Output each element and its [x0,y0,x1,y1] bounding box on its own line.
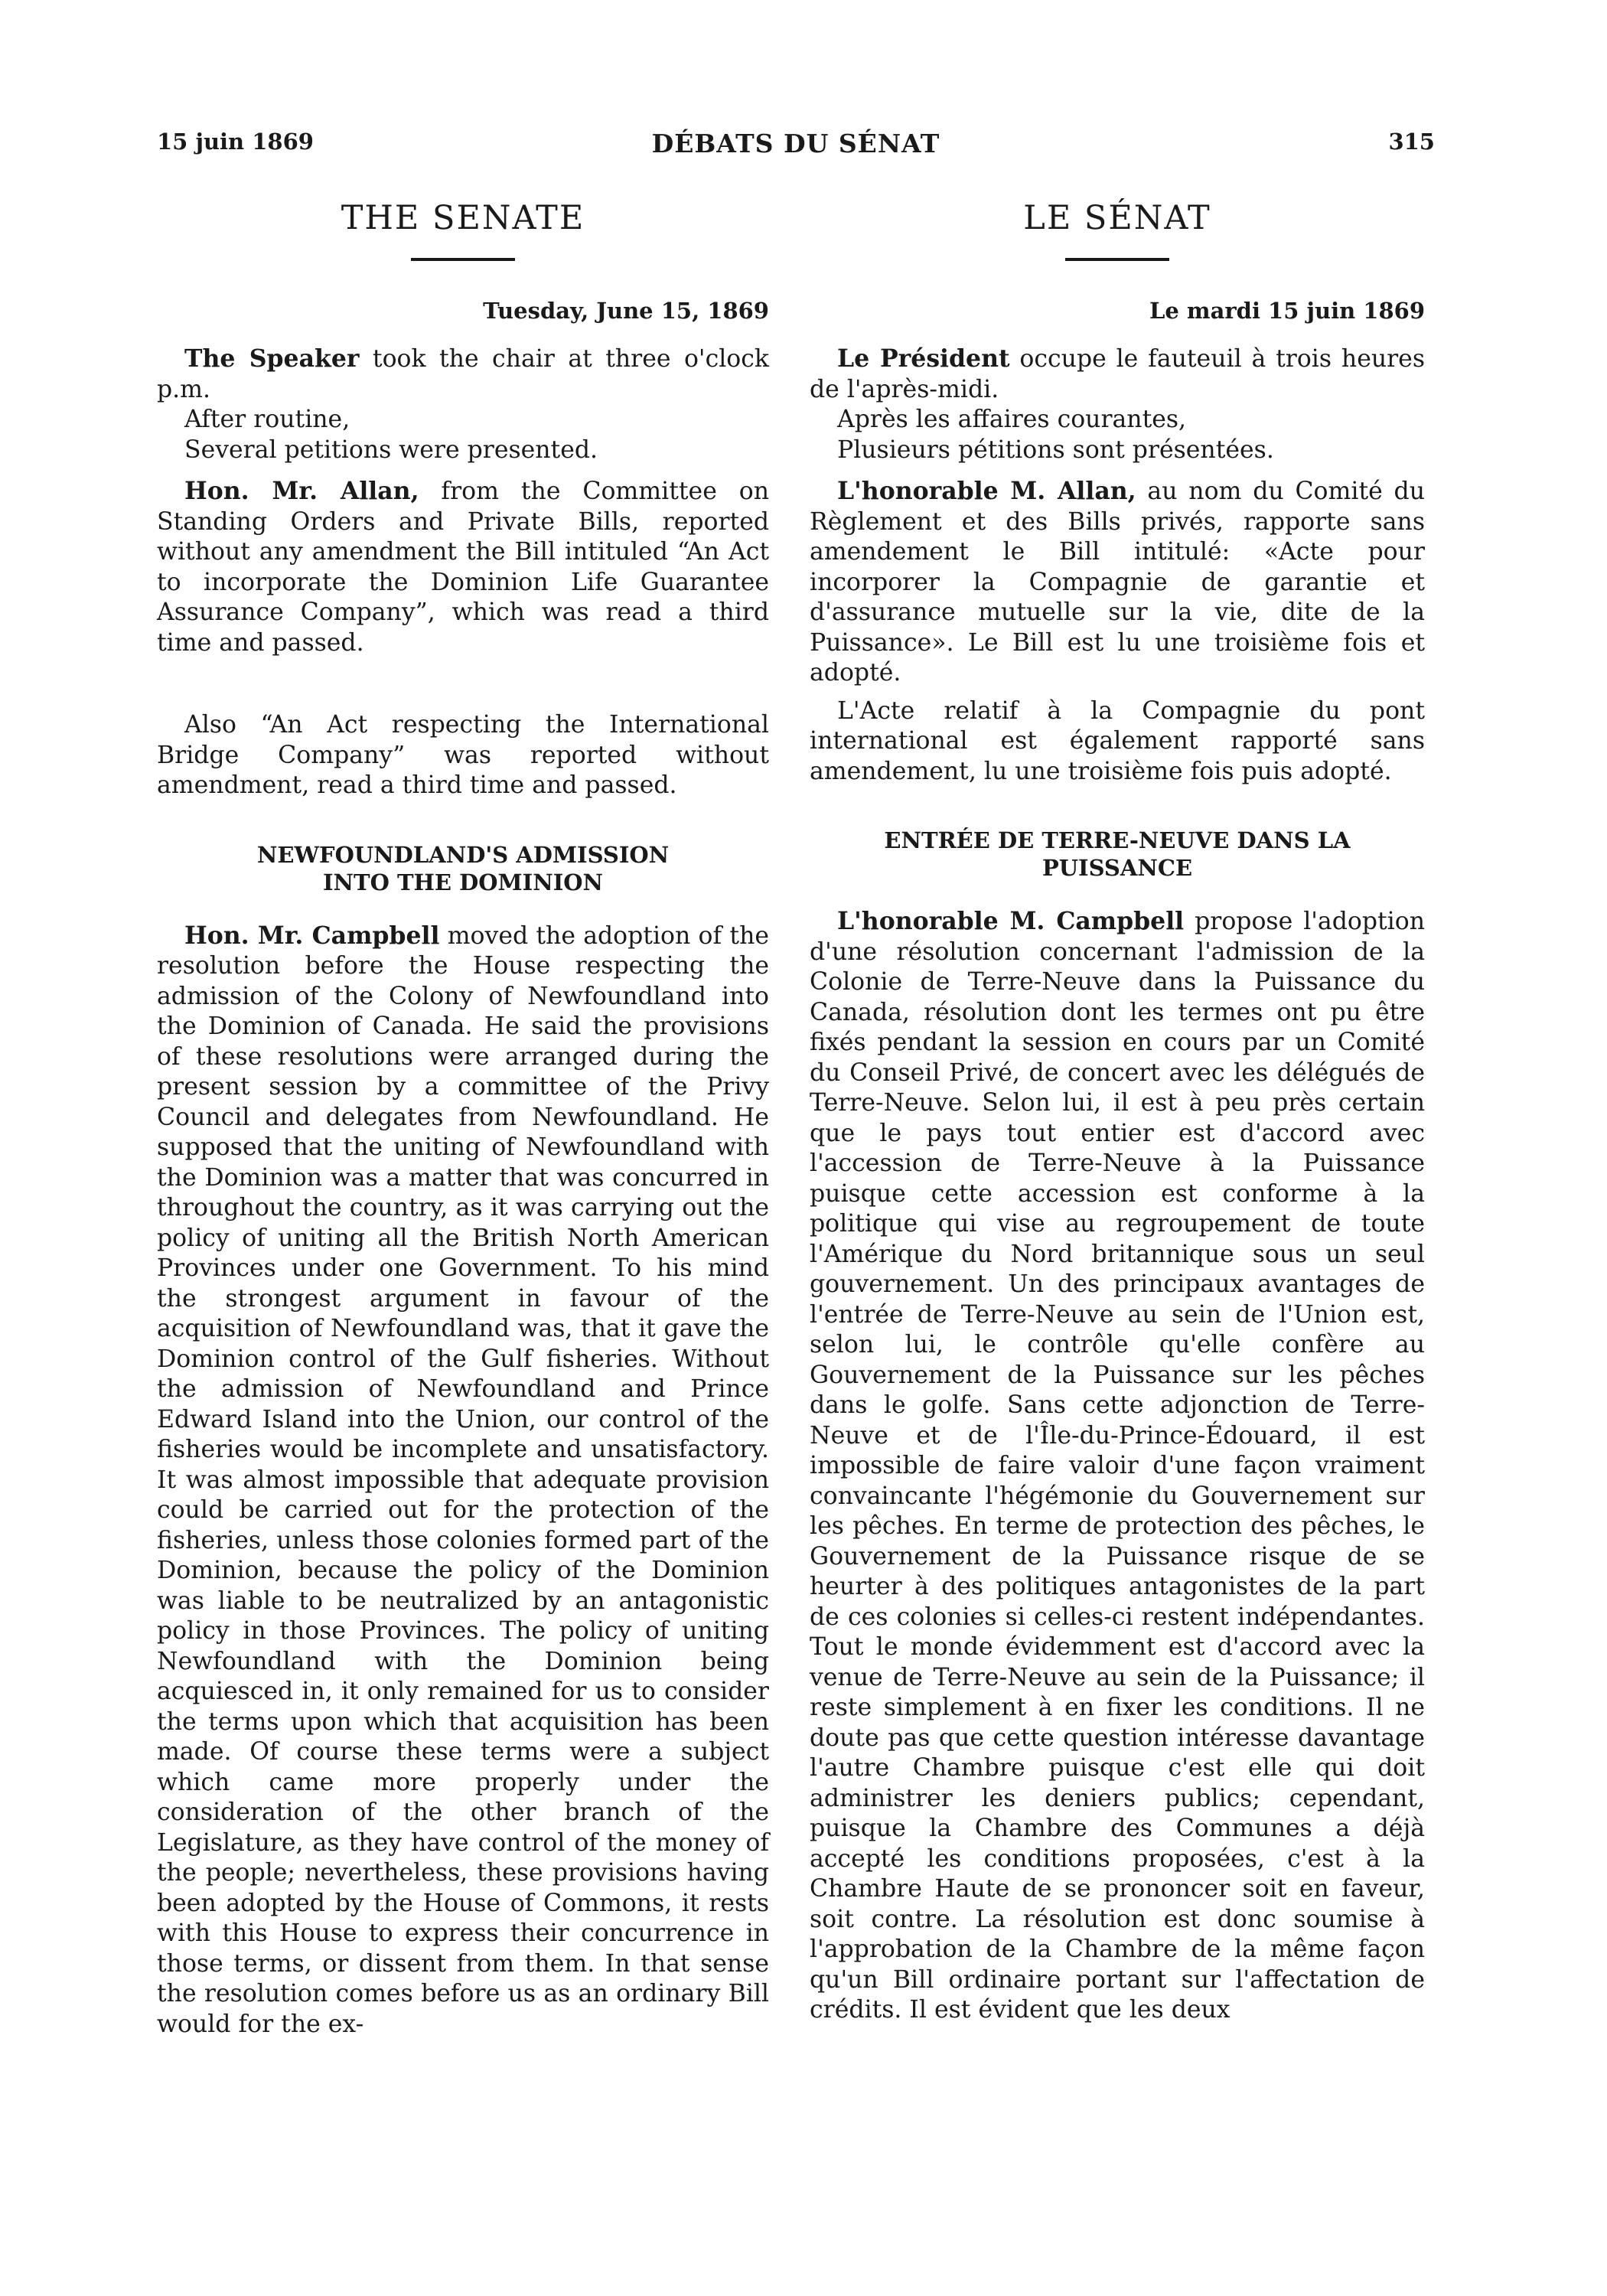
header-date: 15 juin 1869 [157,129,314,155]
french-bridge-paragraph: L'Acte relatif à la Compagnie du pont international est également rapporté sans amendement, lu une troisième fois puis adopté. [810,696,1425,785]
french-title: LE SÉNAT [1023,199,1211,237]
english-bridge-paragraph: Also “An Act respecting the International Bridge Company” was reported without amendment, read a third time and passed. [157,711,769,799]
english-allan-name: Hon. Mr. Allan, [184,477,419,505]
french-president-paragraph: Le Président occupe le fauteuil à trois heures de l'après-midi. [810,344,1425,403]
english-speaker-name: The Speaker [184,344,360,373]
french-sitting-date: Le mardi 15 juin 1869 [1149,298,1425,324]
english-title: THE SENATE [341,199,585,237]
french-column [810,195,1425,2026]
english-column [157,195,769,2040]
french-campbell-paragraph: L'honorable M. Campbell propose l'adoption d'une résolution concernant l'admission de la Colonie de Terre-Neuve dans la Puissance du Canada, résolution dont les termes ont pu être fixés pendant la session en cours par un Comité du Conseil Privé, de concert avec les délégués de Terre-Neuve. Selon lui, il est à peu près certain que le pays tout entier est d'accord avec l'accession de Terre-Neuve à la Puissance puisque cette accession est conforme à la politique qui vise au regroupement de toute l'Amérique du Nord britannique sous un seul gouvernement. Un des principaux avantages de l'entrée de Terre-Neuve au sein de l'Union est, selon lui, le contrôle qu'elle confère au Gouvernement de la Puissance sur les pêches dans le golfe. Sans cette adjonction de Terre-Neuve et de l'Île-du-Prince-Édouard, il est impossible de faire valoir d'une façon vraiment convaincante l'hégémonie du Gouvernement sur les pêches. En terme de protection des pêches, le Gouvernement de la Puissance risque de se heurter à des politiques antagonistes de la part de ces colonies si celles-ci restent indépendantes. Tout le monde évidemment est d'accord avec la venue de Terre-Neuve au sein de la Puissance; il reste simplement à en fixer les conditions. Il ne doute pas que cette question intéresse davantage l'autre Chambre puisque c'est elle qui doit administrer les deniers publics; cependant, puisque la Chambre des Communes a déjà accepté les conditions proposées, c'est à la Chambre Haute de se prononcer soit en faveur, soit contre. La résolution est donc soumise à l'approbation de la Chambre de la même façon qu'un Bill ordinaire portant sur l'affectation de crédits. Il est évident que les deux [810,907,1425,2024]
english-speaker-paragraph: The Speaker took the chair at three o'clock p.m. [157,344,769,403]
running-header [157,129,1435,167]
english-allan-paragraph: Hon. Mr. Allan, from the Committee on Standing Orders and Private Bills, reported without any amendment the Bill intituled “An Act to incorporate the Dominion Life Guarantee Assurance Company”, which was read a third time and passed. [157,477,769,657]
english-section-heading: NEWFOUNDLAND'S ADMISSION INTO THE DOMINION [256,841,670,895]
english-campbell-name: Hon. Mr. Campbell [184,921,440,950]
french-allan-name: L'honorable M. Allan, [837,477,1136,505]
page-number: 315 [1388,129,1435,155]
english-petitions-paragraph: Several petitions were presented. [184,435,598,464]
english-title-rule [411,258,515,261]
french-title-rule [1065,258,1169,261]
french-routine-paragraph: Après les affaires courantes, [837,406,1187,433]
english-campbell-paragraph: Hon. Mr. Campbell moved the adoption of the resolution before the House respecting the admission of the Colony of Newfoundland into the Dominion of Canada. He said the provisions of these resolutions were arranged during the present session by a committee of the Privy Council and delegates from Newfoundland. He supposed that the uniting of Newfoundland with the Dominion was a matter that was concurred in throughout the country, as it was carrying out the policy of uniting all the British North American Provinces under one Government. To his mind the strongest argument in favour of the acquisition of Newfoundland was, that it gave the Dominion control of the Gulf fisheries. Without the admission of Newfoundland and Prince Edward Island into the Union, our control of the fisheries would be incomplete and unsatisfactory. It was almost impossible that adequate provision could be carried out for the protection of the fisheries, unless those colonies formed part of the Dominion, because the policy of the Dominion was liable to be neutralized by an antagonistic policy in those Provinces. The policy of uniting Newfoundland with the Dominion being acquiesced in, it only remained for us to consider the terms upon which that acquisition has been made. Of course these terms were a subject which came more properly under the consideration of the other branch of the Legislature, as they have control of the money of the people; nevertheless, these provisions having been adopted by the House of Commons, it rests with this House to express their concurrence in those terms, or dissent from them. In that sense the resolution comes before us as an ordinary Bill would for the ex- [157,921,769,2038]
french-section-heading: ENTRÉE DE TERRE-NEUVE DANS LA PUISSANCE [884,827,1351,881]
english-routine-paragraph: After routine, [184,406,350,433]
header-title: DÉBATS DU SÉNAT [651,129,940,158]
french-campbell-name: L'honorable M. Campbell [837,907,1185,935]
french-president-name: Le Président [837,344,1010,373]
english-sitting-date: Tuesday, June 15, 1869 [483,298,769,324]
french-petitions-paragraph: Plusieurs pétitions sont présentées. [837,435,1274,464]
french-allan-paragraph: L'honorable M. Allan, au nom du Comité du Règlement et des Bills privés, rapporte sans amendement le Bill intitulé: «Acte pour incorporer la Compagnie de garantie et d'assurance mutuelle sur la vie, dite de la Puissance». Le Bill est lu une troisième fois et adopté. [810,477,1426,687]
